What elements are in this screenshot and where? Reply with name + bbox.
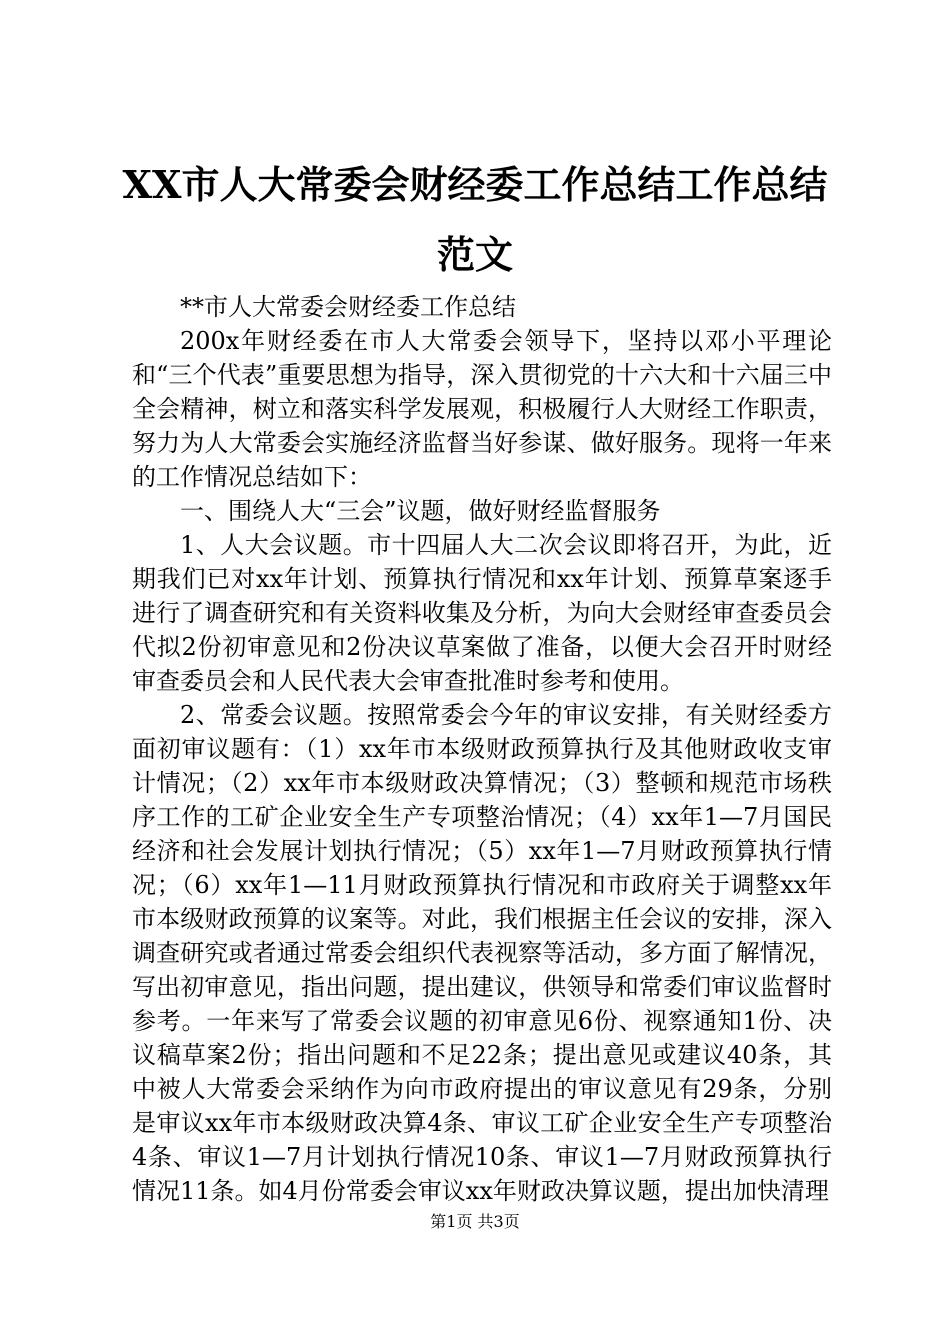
paragraph-intro: 200x年财经委在市人大常委会领导下，坚持以邓小平理论和“三个代表”重要思想为指导，深入贯彻党的十六大和十六届三中全会精神，树立和落实科学发展观，积极履行人大财经工作职责，努力为人大常委会实施经济监督当好参谋、做好服务。现将一年来的工作情况总结如下： <box>132 327 832 491</box>
document-body <box>132 290 832 1208</box>
page-footer: 第1页 共3页 <box>430 1212 520 1231</box>
paragraph-item-2: 2、常委会议题。按照常委会今年的审议安排，有关财经委方面初审议题有：（1）xx年市本级财政预算执行及其他财政收支审计情况；（2）xx年市本级财政决算情况；（3）整顿和规范市场秩序工作的工矿企业安全生产专项整治情况；（4）xx年1—7月国民经济和社会发展计划执行情况；（5）xx年1—7月财政预算执行情况；（6）xx年1—11月财政预算执行情况和市政府关于调整xx年市本级财政预算的议案等。对此，我们根据主任会议的安排，深入调查研究或者通过常委会组织代表视察等活动，多方面了解情况，写出初审意见，指出问题，提出建议，供领导和常委们审议监督时参考。一年来写了常委会议题的初审意见6份、视察通知1份、决议稿草案2份；指出问题和不足22条；提出意见或建议40条，其中被人大常委会采纳作为向市政府提出的审议意见有29条，分别是审议xx年市本级财政决算4条、审议工矿企业安全生产专项整治4条、审议1—7月计划执行情况10条、审议1—7月财政预算执行情况11条。如4月份常委会审议xx年财政决算议题，提出加快清理 <box>132 701 832 1205</box>
document-title: XX市人大常委会财经委工作总结工作总结范文 <box>122 162 828 277</box>
paragraph-subtitle: **市人大常委会财经委工作总结 <box>180 293 516 321</box>
section-heading-1: 一、围绕人大“三会”议题，做好财经监督服务 <box>180 497 661 525</box>
paragraph-item-1: 1、人大会议题。市十四届人大二次会议即将召开，为此，近期我们已对xx年计划、预算执行情况和xx年计划、预算草案逐手进行了调查研究和有关资料收集及分析，为向大会财经审查委员会代拟2份初审意见和2份决议草案做了准备，以便大会召开时财经审查委员会和人民代表大会审查批准时参考和使用。 <box>132 531 832 695</box>
